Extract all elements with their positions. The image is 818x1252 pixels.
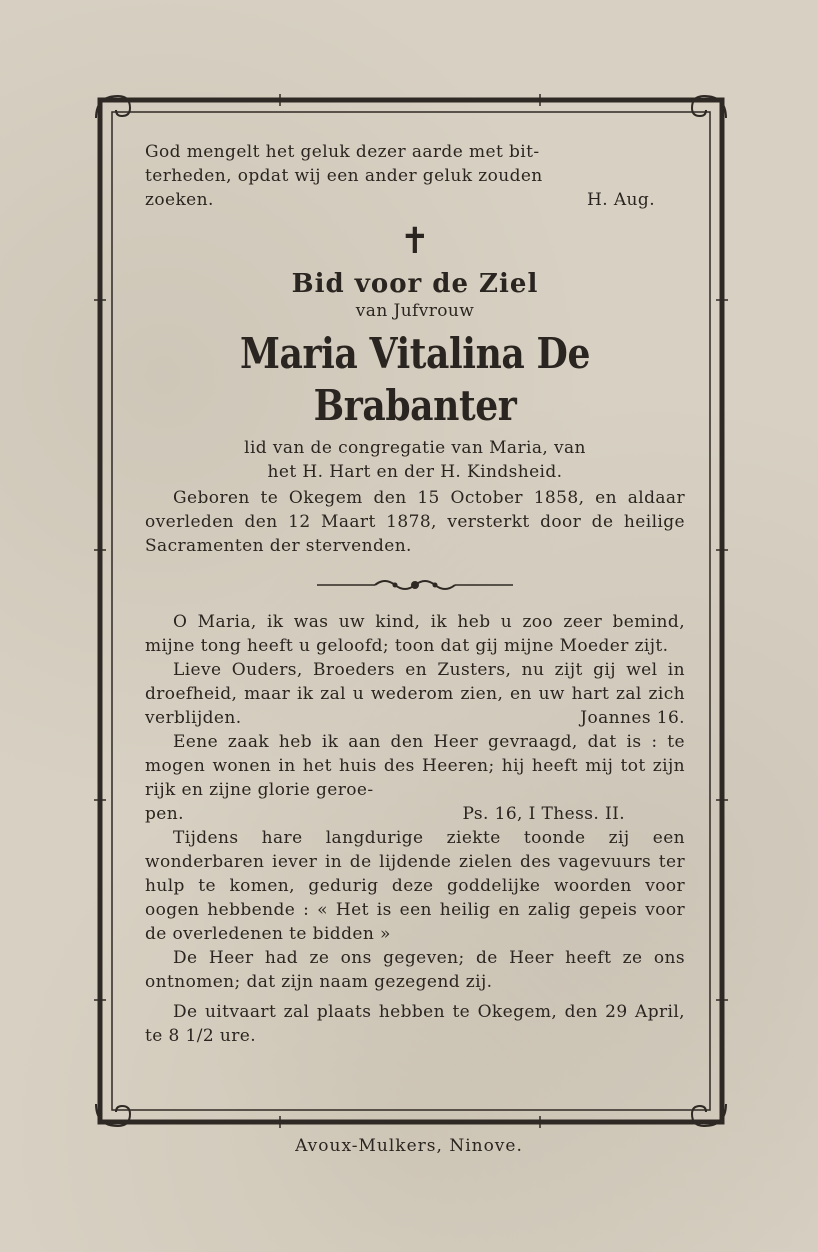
scripture-reference: Joannes 16. [580,708,685,728]
prayer-paragraph: De Heer had ze ons gegeven; de Heer heeft ze ons ontnomen; dat zijn naam gezegend zij. [145,948,685,992]
epigraph-line: terheden, opdat wij een ander geluk zouden [145,166,543,186]
prayer-paragraph: Tijdens hare langdurige ziekte toonde zij een wonderbaren iever in de lijdende zielen des vagevuurs ter hulp te komen, gedurig deze goddelijke woorden voor oogen hebbende : « Het is een heilig en zalig gepeis voor de overledenen te bidden » [145,828,685,944]
cross-icon: ✝ [399,221,431,262]
prayer-paragraph [145,658,685,730]
prayer-paragraph: De uitvaart zal plaats hebben te Okegem, den 29 April, te 8 1/2 ure. [145,1002,685,1046]
printer-credit: Avoux-Mulkers, Ninove. [295,1136,523,1156]
epigraph-line: zoeken. [145,190,214,210]
prayer-paragraph: O Maria, ik was uw kind, ik heb u zoo zeer bemind, mijne tong heeft u geloofd; toon dat gij mijne Moeder zijt. [145,612,685,656]
prayer-text [145,610,685,1048]
membership-line: lid van de congregatie van Maria, van [244,438,586,458]
prayer-paragraph-text: Lieve Ouders, Broeders en Zusters, nu zijt gij wel in droefheid, maar ik zal u wederom zien, en uw hart zal zich verblijden. [145,660,685,728]
epigraph-attribution: H. Aug. [587,190,655,210]
reference-line [145,802,685,826]
prayer-paragraph: Eene zaak heb ik aan den Heer gevraagd, dat is : te mogen wonen in het huis des Heeren; hij heeft mij tot zijn rijk en zijne glorie geroe- [145,732,685,800]
card-content [145,140,685,1048]
epigraph [145,140,685,212]
membership-line: het H. Hart en der H. Kindsheid. [267,462,563,482]
deceased-name: Maria Vitalina De Brabanter [240,329,590,430]
scripture-reference: Ps. 16, I Thess. II. [462,804,625,824]
epigraph-line: God mengelt het geluk dezer aarde met bit- [145,142,540,162]
epigraph-last-line [145,188,685,212]
divider-ornament [315,576,515,594]
prayer-paragraph-tail: pen. [145,804,184,824]
heading: Bid voor de Ziel [291,269,539,299]
birth-death-text: Geboren te Okegem den 15 October 1858, en aldaar overleden den 12 Maart 1878, versterkt door de heilige Sacramenten der stervenden. [145,488,685,556]
subheading: van Jufvrouw [355,301,475,321]
